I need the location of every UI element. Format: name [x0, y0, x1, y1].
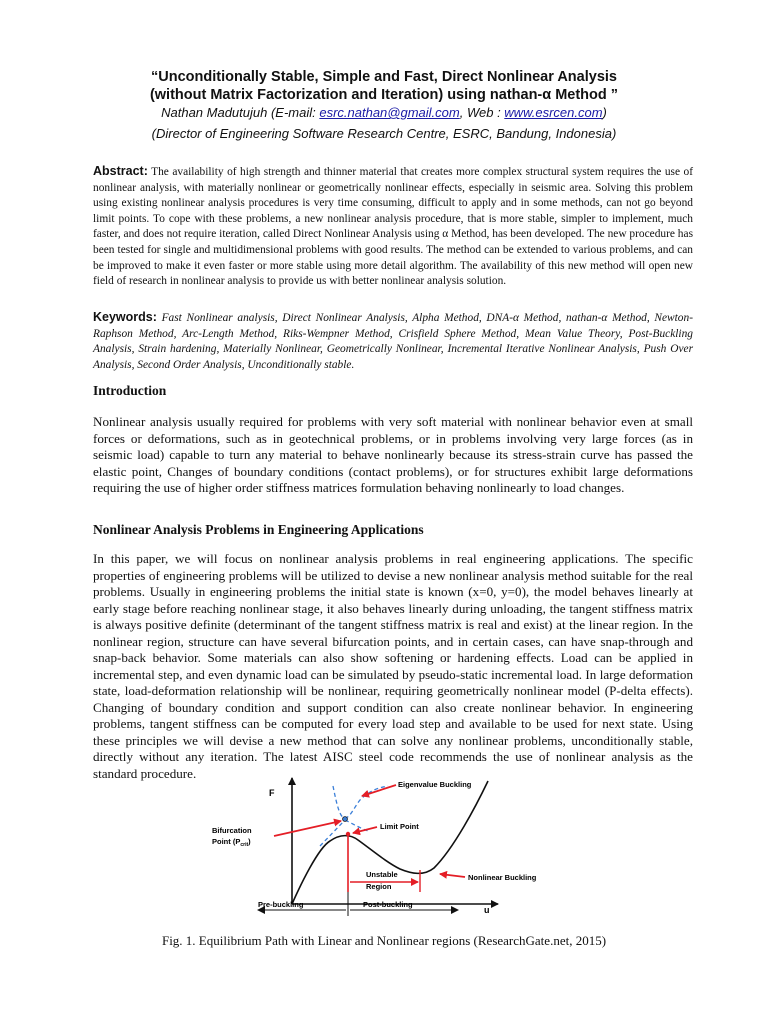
y-axis-label: F: [269, 788, 275, 798]
problems-paragraph: In this paper, we will focus on nonlinear analysis problems in real engineering applications. The specific properties of engineering problems will be utilized to devise a new nonlinear analysis method suitable for the real problems. Usually in engineering problems the initial state is known (x=0, y=0), the model behaves linearly at early stage before reaching nonlinear stage, it also behaves linearly during unloading, the tangent stiffness matrix is always positive definite (determinant of the tangent stiffness matrix is real and exist) at the linear region. In the nonlinear region, structure can have several bifurcation points, and in certain cases, can have snap-through and snap-back behavior. Some materials can also show softening or hardening effects. Load can be applied in incremental step, and even dynamic load can be simulated by pseudo-static incremental load. In large deformation state, load-deformation relationship will be nonlinear, requiring geometrically nonlinear model (P-delta effects). Changing of boundary condition and support condition can also create nonlinear behavior. In engineering problems, tangent stiffness can be computed for every load step and available to be used for next state. Using these principles we will devise a new method that can solve any nonlinear problems, unconditionally stable, directly without any iteration. The latest AISC steel code recommends the use of nonlinear analysis as the standard procedure.: [93, 551, 693, 781]
post-buckling-label: Post-buckling: [363, 900, 413, 909]
abstract: [93, 164, 693, 290]
abstract-text: The availability of high strength and thinner material that creates more complex structural system requires the use of nonlinear analysis, with materially nonlinear or geometrically nonlinear effects, especially in seismic area. Solving this problem using existing nonlinear analysis procedures is very time consuming, difficult to apply and in some methods, can not go beyond limit points. To cope with these problems, a new nonlinear analysis procedure, that is more stable, simpler to implement, much faster, and does not require iteration, called Direct Nonlinear Analysis using α Method, has been developed. The new procedure has been tested for single and multidimensional problems with good results. The method can be extended to various problems, and can be improved to make it even faster or more stable using more detail algorithm. The availability of this new method will open new field of research in nonlinear analysis to provide us with better nonlinear analysis solution.: [93, 166, 693, 288]
author-middle: , Web :: [459, 105, 505, 120]
web-link[interactable]: www.esrcen.com: [504, 105, 603, 120]
author-prefix: Nathan Madutujuh (E-mail:: [161, 105, 320, 120]
author-line: [60, 105, 708, 121]
title-line-1: “Unconditionally Stable, Simple and Fast, Direct Nonlinear Analysis: [151, 69, 617, 85]
eigen-label: Eigenvalue Buckling: [398, 780, 472, 789]
unstable-label-2: Region: [366, 882, 392, 891]
abstract-label: Abstract:: [93, 164, 148, 178]
introduction-paragraph: Nonlinear analysis usually required for problems with very soft material with nonlinear behavior even at small forces or deformations, such as in geotechnical problems, or in problems involving very large forces (as in seismic load) capable to turn any material to behave nonlinearly because its stress-strain curve has passed the elastic point, Changes of boundary conditions (contact problems), or for structures exhibit large deformations requiring the use of higher order stiffness matrices formulation behaving nonlinearly to load changes.: [93, 414, 693, 495]
problems-heading: Nonlinear Analysis Problems in Engineering Applications: [93, 522, 424, 537]
pre-buckling-label: Pre-buckling: [258, 900, 304, 909]
keywords: [93, 310, 693, 373]
email-link[interactable]: esrc.nathan@gmail.com: [319, 105, 460, 120]
title-line-2: (without Matrix Factorization and Iteration) using nathan-α Method ”: [149, 87, 619, 103]
bifurcation-label-close: ): [248, 837, 251, 846]
bifurcation-label-line2: Point (P: [212, 837, 241, 846]
bifurcation-label-2: [212, 837, 251, 848]
bifurcation-subscript: crit: [240, 842, 249, 848]
linear-extension-dashed: [320, 820, 345, 846]
keywords-label: Keywords:: [93, 310, 157, 324]
nonlinear-label: Nonlinear Buckling: [468, 873, 537, 882]
limit-arrow: [353, 827, 377, 833]
limit-label: Limit Point: [380, 822, 419, 831]
bifurcation-label: [212, 826, 252, 835]
author-suffix: ): [602, 105, 607, 120]
equilibrium-path-figure: [200, 776, 560, 916]
affiliation: (Director of Engineering Software Research Centre, ESRC, Bandung, Indonesia): [151, 126, 617, 141]
bifurcation-point: [343, 817, 348, 822]
eigen-arrow: [362, 785, 396, 796]
nonlinear-arrow: [440, 874, 465, 877]
bifurcation-label-line1: Bifurcation: [212, 826, 252, 835]
figure-caption: Fig. 1. Equilibrium Path with Linear and Nonlinear regions (ResearchGate.net, 2015): [161, 933, 607, 948]
introduction-heading: Introduction: [93, 383, 167, 398]
unstable-label-1: Unstable: [366, 870, 398, 879]
keywords-text: Fast Nonlinear analysis, Direct Nonlinear Analysis, Alpha Method, DNA-α Method, nathan-α Method, Newton-Raphson Method, Arc-Length Method, Riks-Wempner Method, Crisfield Sphere Method, Mean Value Theory, Post-Buckling Analysis, Strain hardening, Materially Nonlinear, Geometrically Nonlinear, Incremental Iterative Nonlinear Analysis, Push Over Analysis, Second Order Analysis, Unconditionally stable.: [93, 312, 693, 371]
paper-title: [60, 68, 708, 104]
x-axis-label: u: [484, 905, 490, 915]
